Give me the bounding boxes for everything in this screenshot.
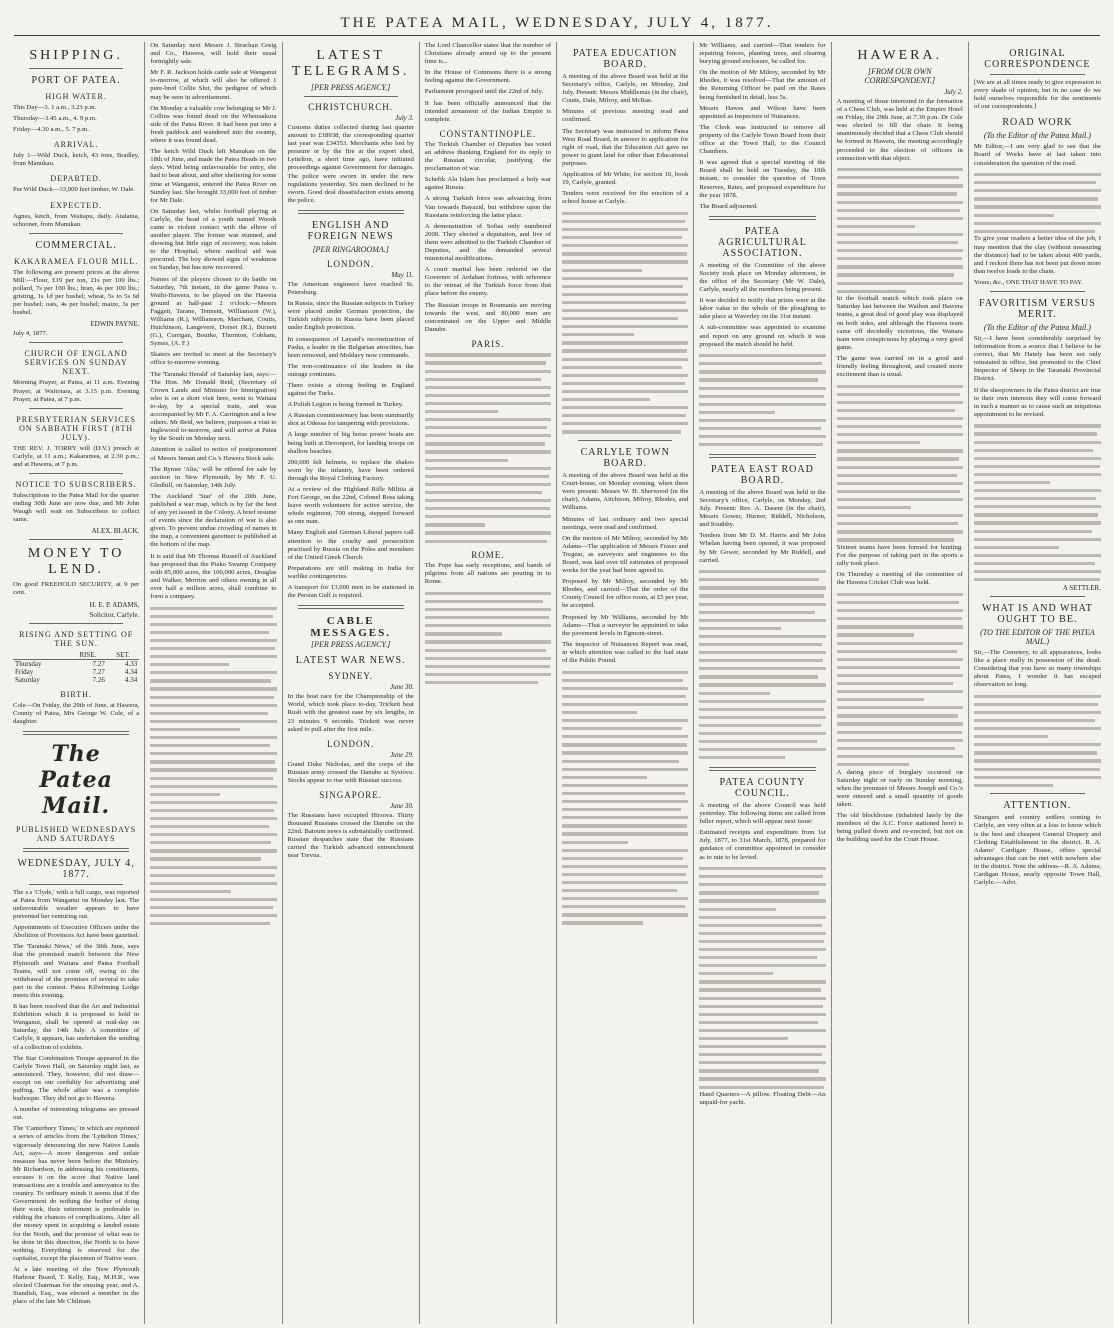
sun-col-header (13, 651, 69, 660)
article-paragraph: The ketch Wild Duck left Manukau on the 18th of June, and made the Patea Heads in two days. Wind being unfavourable for entry, she had to beat about, and after sheltering for some time at Wanganui, entered the Patea River on Sunday last. She brought 33,000 feet of timber for Mr Dale. (150, 148, 277, 204)
divider (990, 291, 1085, 292)
article-paragraph: On the motion of Mr Milroy, seconded by Mr Rhodes, it was resolved—That the amount of the Returning Officer be paid on the Rates being furnished in detail, less 5s. (699, 69, 826, 101)
divider (29, 342, 123, 343)
article-paragraph: The Lord Chancellor states that the number of Christians already armed up to the present time is... (424, 42, 552, 66)
hawera-heading: HAWERA. (857, 48, 943, 63)
article-paragraph: The old blockhouse (inhabited lately by the members of the A.C. Force stationed here) is being pulled down and re-erected, but not on the building used for the Court House. (836, 812, 963, 844)
commercial-heading: COMMERCIAL. (35, 239, 117, 251)
cable-heading: CABLE MESSAGES. (310, 615, 391, 640)
article-paragraph: It was agreed that a special meeting of the Board shall be held on Tuesday, the 10th instant, to consider the question of Town Reserves, Rates, and proposed expenditure for the year 1878. (699, 159, 826, 199)
telegrams-source: [PER PRESS AGENCY.] (310, 83, 391, 92)
article-paragraph: On the motion of Mr Milroy, seconded by Mr Adams—The application of Messrs Fraser and Tregear, as surveyors and engineers to the Board, was laid over till estimates of proposed works for the year had been agreed to. (562, 534, 689, 575)
presbyterian-text: THE REV. J. TORRY will (D.V.) preach at Carlyle, at 11 a.m.; Kakaramea, at 2.30 p.m.; and at Hawera, at 7 p.m. (13, 444, 140, 468)
table-cell: 4.34 (125, 667, 138, 676)
notice-text: Subscriptions to the Patea Mail for the quarter ending 30th June are now due, and Mr John Waugh will wait on Subscribers to collect same. (13, 491, 140, 524)
article-paragraph: Tenders from Mr D. M. Harris and Mr John Whelan having been opened, it was proposed by Mr Gower, seconded by Mr Riddell, and carried. (699, 532, 826, 564)
faded-text-block (974, 422, 1101, 584)
divider (709, 767, 815, 771)
article-paragraph: Many English and German Liberal papers call attention to the cruelty and persecution practised by Russia on the Poles and members of the United Greek Church. (287, 529, 414, 561)
faded-text-block (425, 589, 551, 686)
article-paragraph: In consequence of Layard's reconstruction of Pasha, a leader in the Bulgarian atrocities, has been removed, and Moldavy now commands. (287, 335, 414, 359)
mill-text: The following are present prices at the above Mill:—Flour, £19 per ton, 21s per 100 lbs.; pollard, 7s per 100 lbs.; bran, 4s per 100 lbs.; gristing, 1s 1d per bushel; wheat, 5s to 5s 6d per bushel; oats, 4s per bushel; maize, 3s per bushel. (13, 268, 140, 317)
letter-signoff: Yours, &c., ONE THAT HAVE TO PAY. (973, 278, 1083, 286)
article-paragraph: The s.s 'Clyde,' with a full cargo, was reported at Patea from Wanganui on Monday last. The unfavourable weather appears to have prevented her venturing out. (13, 888, 140, 921)
article-paragraph: The non-continuance of the leaders in the outrage continues. (287, 362, 414, 378)
faded-text-block (837, 166, 963, 296)
article-paragraph: Proposed by Mr Milroy, seconded by Mr Rhodes, and carried—That the order of the County Council for office room, at £5 per year, be accepted. (562, 578, 689, 610)
faded-text-block (699, 568, 825, 762)
divider (298, 605, 404, 609)
table-cell: Friday (15, 667, 34, 676)
article-paragraph: There exists a strong feeling in England against the Turks. (287, 381, 414, 398)
article-paragraph: A meeting of the above Council was held yesterday. The following items are called from fuller report, which will appear next issue: (699, 801, 826, 826)
place-heading: CONSTANTINOPLE. (439, 128, 537, 139)
article-paragraph: A Russian commissionary has been summarily shot at Odessa for tampering with provisions. (287, 412, 414, 428)
dateline: July 3. (395, 114, 414, 122)
place-heading: SYDNEY. (328, 671, 373, 682)
article-paragraph: A meeting of the above Board was held in the Secretary's office, Carlyle, on Monday, 2nd July. Present: Rev. A. Dasent (in the chair), Messrs Gower, Hurnor, Riddell, Nicholson, and Southby. (699, 488, 826, 529)
county-council-heading: PATEA COUNTY COUNCIL. (719, 776, 806, 799)
article-paragraph: Sixteen teams have been formed for hunting. For the purpose of taking part in the sports a rally took place. (836, 544, 963, 568)
divider (298, 210, 404, 214)
article-paragraph: In the football match which took place on Saturday last between the Waihon and Hawera teams, a great deal of good play was displayed on both sides, and although the Hawera team came off decidedly victorious, the Waitara team were conspicuous by playing a very good game. (836, 295, 963, 351)
table-cell: 7.27 (92, 667, 105, 676)
article-paragraph: The Russians have occupied Hirsova. Thirty thousand Russians crossed the Danube on the 22nd. Batoum news is substantially confirmed. Russian despatches state that the Russians carried the Turkish advanced entrenchment near Trevna. (287, 811, 414, 860)
town-board-heading: CARLYLE TOWN BOARD. (580, 447, 670, 470)
faded-text-block (562, 668, 688, 927)
dateline: May 11. (391, 270, 414, 279)
article-paragraph: On Saturday last, whilst football playing at Carlyle, the head of a youth named Woods came in violent contact with the elbow of another player. The former was stunned, and showing but little sign of recovery, was taken to the Hospital, where medical aid was procured. The boy showed signs of weakness on Sunday, but has now recovered. (150, 207, 277, 272)
place-heading: LONDON. (327, 738, 375, 749)
table-row (13, 676, 139, 684)
article-paragraph: The Secretary was instructed to inform Patea West Road Board, in answer to application for right of road, that the Education Act gave no power to grant land for other than Educational purposes. (562, 127, 689, 167)
article-paragraph: The Auckland 'Star' of the 20th June, published a war map, which is by far the best of any yet issued in the Colony. A brief resume of events since the declaration of war is also given. To prevent undue crowding of names in the map, a convenient gazetteer is published at the bottom of the map. (150, 492, 277, 549)
table-cell: Saturday (15, 675, 40, 684)
columns (8, 42, 1106, 1324)
shipping-heading: SHIPPING. (29, 48, 123, 63)
article-paragraph: A meeting of those interested in the formation of a Chess Club, was held at the Empire Hotel on Friday, the 29th June, at 7.30 p.m. Dr Cole was elected to fill the chair. It being unanimously decided that a Chess Club should be formed in Hawera, the meeting accordingly proceeded to the election of officers in connection with that object. (836, 98, 963, 162)
place-heading: ROME. (471, 550, 505, 561)
article-paragraph: Hand Quarters—A pillow. Floating Debt—An unpaid-for yacht. (699, 1091, 826, 1107)
birth-heading: BIRTH. (60, 689, 92, 699)
letter-signature: A SETTLER. (1062, 583, 1101, 592)
notice-heading: NOTICE TO SUBSCRIBERS. (15, 479, 137, 489)
table-cell: Thursday (15, 659, 42, 668)
divider (23, 848, 129, 852)
tide-line: This Day—3. 1 a.m., 3.23 p.m. (13, 104, 97, 111)
presbyterian-heading: PRESBYTERIAN SERVICES ON SABBATH FIRST (8TH JULY). (16, 414, 136, 442)
newspaper-title: The Patea Mail. (39, 740, 113, 819)
article-paragraph: Grand Duke Nicholas, and the corps of the Russian army crossed the Danube at Systova. Stocks appear to rise with Russian success. (287, 760, 414, 784)
column-4 (420, 42, 557, 1324)
column-6 (694, 42, 831, 1324)
article-paragraph: At a review of the Highland Rifle Militia at Fort George, on the 22nd, Colonel Ross taking leave worth volunteers for active service, the whole regiment, 700 strong, stepped forward as one man. (287, 486, 414, 526)
divider (29, 884, 123, 885)
article-paragraph: The 'Canterbury Times,' in which are reprinted a series of articles from the 'Lyttelton Times,' vigorously denouncing the new Native Lands Act, says—A more dangerous and unfair measure has never been before the Ministry. Mr Richardson, in addressing his constituents, excuses it on the score that Native land transactions are a trouble and annoyance to the country. To ordinary minds it seems that if the Government do nothing the bother of doing their work, their retirement is preferable to ridding the chances of complications. After all the money spent in acquiring a landed estate for the North, and the promise of what was to be done in this direction, the North is to have nothing. Everything is reserved for the capitalist, except the placemen of Native wars. (13, 1125, 140, 1262)
divider (709, 454, 815, 458)
cable-source: [PER PRESS AGENCY.] (310, 640, 391, 650)
column-7 (832, 42, 969, 1324)
divider (29, 473, 123, 474)
place-heading: CHRISTCHURCH. (308, 102, 394, 112)
divider (304, 96, 398, 97)
article-paragraph: Minutes of last ordinary and two special meetings, were read and confirmed. (562, 515, 689, 531)
article-paragraph: Proposed by Mr Williams, seconded by Mr Adams—That a surveyor be appointed to take the pavement levels in Egmont-street. (562, 613, 689, 637)
article-paragraph: Attention is called to notice of postponement of Messrs Inman and Co.'s Hawera Stock sale. (150, 446, 277, 462)
article-paragraph: The Russian troops in Roumania are moving towards the west, and 80,000 men are concentrated on the Upper and Middle Danube. (424, 301, 552, 333)
faded-text-block (425, 351, 551, 545)
article-paragraph: The 'Taranaki Herald' of Saturday last, says:—The Hon. Mr Donald Reid, (Secretary of Crown Lands and Minister for Immigration) who is on a short visit here, went to Waitara to-day, by a special train, and was accompanied by Mr F. A. Carrington and a few others. Mr Reid, we believe, purposes a visit to Inglewood to-morrow, and will arrive at Patea by the South on Monday next. (150, 370, 277, 443)
advertisement-text: Strangers and country settlers coming to Carlyle, are very often at a loss to know which is the best and cheapest General Drapery and Clothing Establishment in the district. R. A. Adams' Cardigan House, offers special advantages that can be met with nowhere else in the district. Note the address—R. A. Adams; Cardigan House, nearly opposite Town Hall, Carlyle.—Advt. (973, 814, 1101, 887)
faded-text-block (699, 352, 825, 449)
article-paragraph: In the House of Commons there is a strong feeling against the Government. (424, 69, 552, 85)
arrival-heading: ARRIVAL. (53, 140, 99, 150)
article-paragraph: A large number of big horse power boats are being built at Devonport, for landing troops on shallow beaches. (287, 431, 414, 455)
divider (29, 68, 123, 69)
mill-heading: KAKARAMEA FLOUR MILL. (13, 256, 139, 266)
port-heading: PORT OF PATEA. (31, 75, 121, 86)
article-paragraph: In Russia, since the Russian subjects in Turkey were placed under German protection, the Turkish subjects in Russia have been placed under English protection. (287, 300, 414, 332)
divider (578, 440, 672, 441)
article-paragraph: 200,000 felt helmets, to replace the shakos worn by the infantry, have been ordered through the Royal Clothing Factory. (287, 458, 414, 482)
divider (990, 74, 1085, 75)
expected-heading: EXPECTED. (50, 200, 103, 210)
foreign-news-source: [PER RINGAROOMA.] (312, 244, 389, 254)
article-paragraph: Mr Editor,—I am very glad to see that the Board of Works have at last taken into consideration the question of the road. (973, 143, 1101, 167)
place-heading: SINGAPORE. (319, 789, 383, 800)
money-heading: MONEY TO LEND. (27, 546, 125, 578)
table-cell: 7.26 (92, 675, 105, 684)
attention-heading: ATTENTION. (1003, 800, 1072, 812)
money-signature: H. E. P. ADAMS, (89, 600, 140, 609)
birth-text: Cole—On Friday, the 29th of June, at Hawera, County of Patea, Mrs George W. Cole, of a daughter. (13, 701, 140, 725)
agricultural-heading: PATEA AGRICULTURAL ASSOCIATION. (718, 225, 807, 259)
letter-address: (To the Editor of the Patea Mail.) (983, 131, 1091, 141)
article-paragraph: Schefik Ala Islam has proclaimed a holy war against Russia. (424, 176, 552, 192)
article-paragraph: To give your readers a better idea of the job, I may mention that the clay (without measuring the distance) had to be taken about 400 yards, and I reckon there has not been put down more than twelve loads to the chain. (973, 235, 1101, 275)
article-paragraph: On Saturday next Messrs J. Strachan Greig and Co., Hawera, will hold their usual fortnightly sale. (150, 42, 277, 66)
article-paragraph: A number of interesting telegrams are pressed out. (13, 1106, 140, 1122)
article-paragraph: Application of Mr White, for section 10, book 19, Carlyle, granted. (562, 171, 689, 187)
article-paragraph: In the boat race for the Championship of the World, which took place to-day, Trickett beat Rush with the greatest ease by six lengths, in 23 minutes 9 seconds. Trickett was never asked to pull after the first mile. (287, 693, 414, 733)
high-water-heading: HIGH WATER. (45, 92, 107, 101)
article-paragraph: Mr F. R. Jackson holds cattle sale at Wanganui to-morrow, at which will also be offered 1 pure-bred Collie Slut, the pedigree of which may be seen in advertisement. (150, 69, 277, 101)
article-paragraph: The Board adjourned. (699, 202, 758, 210)
article-paragraph: Parliament prorogued until the 22nd of July. (424, 88, 544, 96)
divider (990, 596, 1085, 597)
dateline: June 29. (390, 750, 414, 759)
letter-address: (To the Editor of the Patea Mail.) (983, 322, 1091, 332)
article-paragraph: On Thursday a meeting of the committee of the Hawera Cricket Club was held. (836, 571, 963, 587)
article-paragraph: A meeting of the Committee of the above Society took place on Monday afternoon, in the office of the Secretary (Mr W. Dale), Carlyle, nearly all the members being present. (699, 261, 826, 294)
article-paragraph: If the sheepowners in the Patea district are true to their own interests they will come forward in such a manner as to cause such an iniquitous appointment to be revised. (973, 386, 1101, 418)
article-paragraph: A demonstration of Sofias only numbered 2000. They elected a deputation, and five of them were admitted to the Turkish Chamber of Deputies, and the demanded several ministerial modifications. (424, 222, 552, 263)
expected-text: Agnes, ketch, from Waitapu, daily. Atalanta, schooner, from Manukau. (13, 212, 140, 228)
arrival-text: July 1—Wild Duck, ketch, 43 tons, Bradley, from Manukau. (13, 152, 140, 168)
article-paragraph: It has been officially announced that the intended armament of the Indian Empire is complete. (424, 99, 552, 123)
article-paragraph: Minutes of previous meeting read and confirmed. (562, 108, 689, 124)
dateline: June 30. (390, 801, 414, 810)
letter-address: (TO THE EDITOR OF THE PATEA MAIL.) (980, 627, 1095, 646)
article-paragraph: A transport for 13,000 men to be stationed in the Persian Gulf is required. (287, 584, 414, 600)
divider (29, 623, 123, 624)
mill-date: July 4, 1877. (13, 330, 48, 338)
article-paragraph: Appointments of Executive Officers under the Abolition of Provinces Act have been gazetted. (13, 924, 140, 940)
church-text: Morning Prayer, at Patea, at 11 a.m. Evening Prayer, at Waitotara, at 3.15 p.m. Evening Prayer, at Patea, at 7 p.m. (13, 379, 140, 403)
faded-text-block (562, 209, 688, 436)
article-paragraph: Messrs Hawes and Wilson have been appointed as Inspectors of Nuisances. (699, 104, 826, 120)
dateline: July 2. (944, 88, 963, 96)
faded-text-block (150, 604, 276, 928)
hawera-source: [FROM OUR OWN CORRESPONDENT.] (864, 67, 936, 85)
tide-line: Friday—4.30 a.m., 5. 7 p.m. (13, 126, 89, 134)
column-2 (145, 42, 282, 1324)
departed-heading: DEPARTED. (50, 174, 102, 184)
table-row (13, 659, 139, 668)
article-paragraph: Customs duties collected during last quarter amount to £18938, the corresponding quarter last year was £34353. Merchants who lost by pressure or by the fire at the export shed, Lyttelton, a short time ago, have initiated proceedings against Government for damages. The police were sworn in under the new regulations yesterday. Six men declined to be sworn. Good deal dissatisfaction exists among the police. (287, 124, 414, 204)
place-heading: PARIS. (471, 338, 505, 349)
article-paragraph: A meeting of the above Board was held at the Secretary's office, Carlyle, on Monday, 2nd July. Present: Messrs Middlemas (in the chair), Coutts, Dale, Milroy, and McRae. (562, 73, 689, 105)
column-8 (969, 42, 1106, 1324)
article-paragraph: The Rymer 'Alta,' will be offered for sale by auction in New Plymouth, by Mr F. U. Gledhill, on Saturday, 14th July. (150, 465, 277, 489)
article-paragraph: Preparations are still making in India for warlike contingencies. (287, 564, 414, 580)
notice-signature: ALEX. BLACK. (91, 527, 140, 536)
divider (29, 539, 123, 540)
divider (709, 216, 815, 220)
masthead-text: THE PATEA MAIL, WEDNESDAY, JULY 4, 1877. (340, 15, 774, 31)
article-paragraph: Mr Williams, and carried—That tenders for repairing fences, planting trees, and clearing burying ground enclosure, be called for. (699, 42, 826, 66)
road-work-heading: ROAD WORK (1002, 117, 1073, 129)
faded-text-block (837, 591, 963, 769)
divider (29, 408, 123, 409)
column-1 (8, 42, 145, 1324)
article-paragraph: The 'Taranaki News,' of the 30th June, says that the promised match between the New Plymouth and Waitara and Patea Football Teams, will not come off, owing to the withdrawal of the promises of several to take part in the contest. Patea Kilwinning Lodge meets this evening. (13, 943, 140, 999)
issue-date: WEDNESDAY, JULY 4, 1877. (17, 857, 135, 880)
article-paragraph: A strong Turkish force was advancing from Van towards Bayazid, but withdrew upon the Russians reinforcing the latter place. (424, 195, 552, 219)
article-paragraph: The Pope has early receptions, and bands of pilgrims from all nations are pouring in to Rome. (424, 562, 552, 586)
sun-col-header: SET. (107, 651, 139, 660)
table-cell: 4.34 (125, 675, 138, 684)
article-paragraph: It has been resolved that the Art and Industrial Exhibition which it is proposed to hold in Wanganui, shall be opened at mid-day on Saturday, the 14th July. A committee of Carlyle, it appears, has undertaken the sending of a collection of exhibits. (13, 1003, 140, 1051)
education-board-heading: PATEA EDUCATION BOARD. (573, 48, 678, 70)
article-paragraph: Tenders were received for the erection of a school house at Carlyle. (562, 190, 689, 206)
masthead (14, 6, 1100, 36)
article-paragraph: The Clerk was instructed to remove all property of the Carlyle Town Board from their office at the Town Hall, to the Council Chambers. (699, 123, 826, 156)
what-is-heading: WHAT IS AND WHAT OUGHT TO BE. (981, 602, 1093, 625)
article-paragraph: A meeting of the above Board was held at the Court-house, on Monday evening, when there were present: Messrs W. H. Sherwood (in the chair), Adams, Aitchison, Milroy, Rhodes, and Williams. (562, 472, 689, 512)
table-cell: 4.33 (125, 659, 138, 668)
article-paragraph: A daring piece of burglary occurred on Saturday night or early on Sunday morning, when the premises of Messrs Joseph and Co.'s were entered and a small quantity of goods taken. (836, 768, 963, 808)
article-paragraph: Sir,—I have been considerably surprised by information from a source that I believe to be correct, that Mr Hately has been not only reinstated in office, but promoted to the Chief Inspector of Sheep in the Taranaki Provincial District. (973, 334, 1101, 383)
foreign-news-heading: ENGLISH AND FOREIGN NEWS (307, 219, 394, 242)
column-5 (557, 42, 694, 1324)
faded-text-block (974, 692, 1101, 789)
article-paragraph: The inspector of Nuisances Report was read, in which attention was called to the bad state of the Public Pound. (562, 640, 689, 664)
article-paragraph: A sub-committee was appointed to examine and report on any ground on which it was proposed the match should be held. (699, 324, 826, 348)
money-signature-title: Solicitor, Carlyle. (89, 610, 140, 619)
place-heading: LONDON. (327, 258, 375, 269)
article-paragraph: It was decided to notify that prizes were at the labor value to the whole of the ploughing to take place at Waverley on the 31st instant. (699, 297, 826, 321)
column-3 (283, 42, 420, 1324)
telegrams-heading: LATEST TELEGRAMS. (291, 48, 410, 79)
article-paragraph: It is said that Mr Thomas Russell of Auckland has proposed that the Piako Swamp Company with 85,000 acres, the 100,000 acres, Douglas and Walker, Morrins and others owning in all over half a million acres, shall combine to form a company. (150, 552, 277, 600)
table-cell: 7.27 (92, 659, 105, 668)
favoritism-heading: FAVORITISM VERSUS MERIT. (979, 297, 1096, 320)
divider (29, 233, 123, 234)
article-paragraph: The American engineers have reached St. Petersburg. (287, 280, 414, 297)
article-paragraph: Skaters are invited to meet at the Secretary's office to-morrow evening. (150, 351, 277, 367)
article-paragraph: Names of the players chosen to do battle on Saturday, 7th instant, in the game Patea v. Waihi-Hawera, to be played on the Hawera ground at half-past 2 o'clock:—Messrs Faggett, Tarane, Tennent, Williamson (W.), Williams (R.), Williamson, Marchant, Coutts, Hutchinson, Langevere, Dorset (R.), Burnett (G.), Corrigan, Bourke, Thornton, Cobham, Symes, (A. F.) (150, 275, 277, 348)
article-paragraph: A court martial has been ordered on the Governor of Ardahan fortress, with reference to the retreat of the Turkish force from that place before the enemy. (424, 266, 552, 298)
editorial-note: [We are at all times ready to give expression to every shade of opinion, but in no case do we hold ourselves responsible for the sentiments of our correspondents.] (973, 79, 1101, 111)
departed-text: Per Wild Duck—33,000 feet timber, W. Dale. (13, 186, 135, 194)
article-paragraph: A Polish Legion is being formed in Turkey. (287, 401, 404, 409)
sun-col-header: RISE. (69, 651, 107, 660)
faded-text-block (699, 865, 825, 1092)
church-heading: CHURCH OF ENGLAND SERVICES ON SUNDAY NEXT. (24, 349, 128, 377)
sun-heading: RISING AND SETTING OF THE SUN. (19, 629, 134, 648)
faded-text-block (974, 171, 1101, 236)
money-text: On good FREEHOLD SECURITY, at 9 per cent. (13, 581, 140, 597)
publication-days: PUBLISHED WEDNESDAYS AND SATURDAYS (16, 824, 137, 843)
war-news-heading: LATEST WAR NEWS. (295, 655, 406, 667)
article-paragraph: The game was carried on in a good and friendly feeling throughout, and created more excitement than is usual. (836, 354, 963, 379)
article-paragraph: Sir,—The Cemetery, to all appearances, looks like a place really in possession of the dead. Considering that you have so many townships about Patea, I wonder it has escaped observation so long. (973, 648, 1101, 689)
article-paragraph: On Monday a valuable cow belonging to Mr J. Collins was found dead on the Whenuakura side of the Patea River. It had been put into a fresh paddock and wandered into the swamp, where it was found dead. (150, 104, 277, 145)
sun-table (13, 651, 139, 684)
faded-text-block (837, 382, 963, 544)
correspondence-heading: ORIGINAL CORRESPONDENCE (984, 48, 1091, 70)
article-paragraph: At a late meeting of the New Plymouth Harbour Board, T. Kelly, Esq., M.H.R., was elected Chairman for the ensuing year, and A. Standish, Esq., was elected a member in the place of the late Mr Chilman. (13, 1265, 140, 1306)
article-paragraph: Estimated receipts and expenditure from 1st July, 1877, to 31st March, 1878, prepared for guidance of committee appointed to consider as to rate to be levied. (699, 829, 826, 861)
divider (23, 731, 129, 735)
dateline: June 30. (390, 683, 414, 692)
divider (990, 793, 1085, 794)
table-row (13, 668, 139, 676)
article-paragraph: The Star Combination Troupe appeared in the Carlyle Town Hall, on Saturday night last, as announced. They, however, did not draw—except on our credulity for advertising and puffing. The whole affair was a complete burlesque. They did not go to Hawera. (13, 1054, 140, 1103)
tide-line: Thursday—3.45 a.m., 4. 9 p.m. (13, 115, 97, 123)
east-road-board-heading: PATEA EAST ROAD BOARD. (711, 463, 814, 486)
mill-signature: EDWIN PAYNE. (90, 320, 140, 329)
article-paragraph: The Turkish Chamber of Deputies has voted an address thanking England for its reply to the Russian circular, justifying the proclamation of war. (424, 140, 552, 173)
